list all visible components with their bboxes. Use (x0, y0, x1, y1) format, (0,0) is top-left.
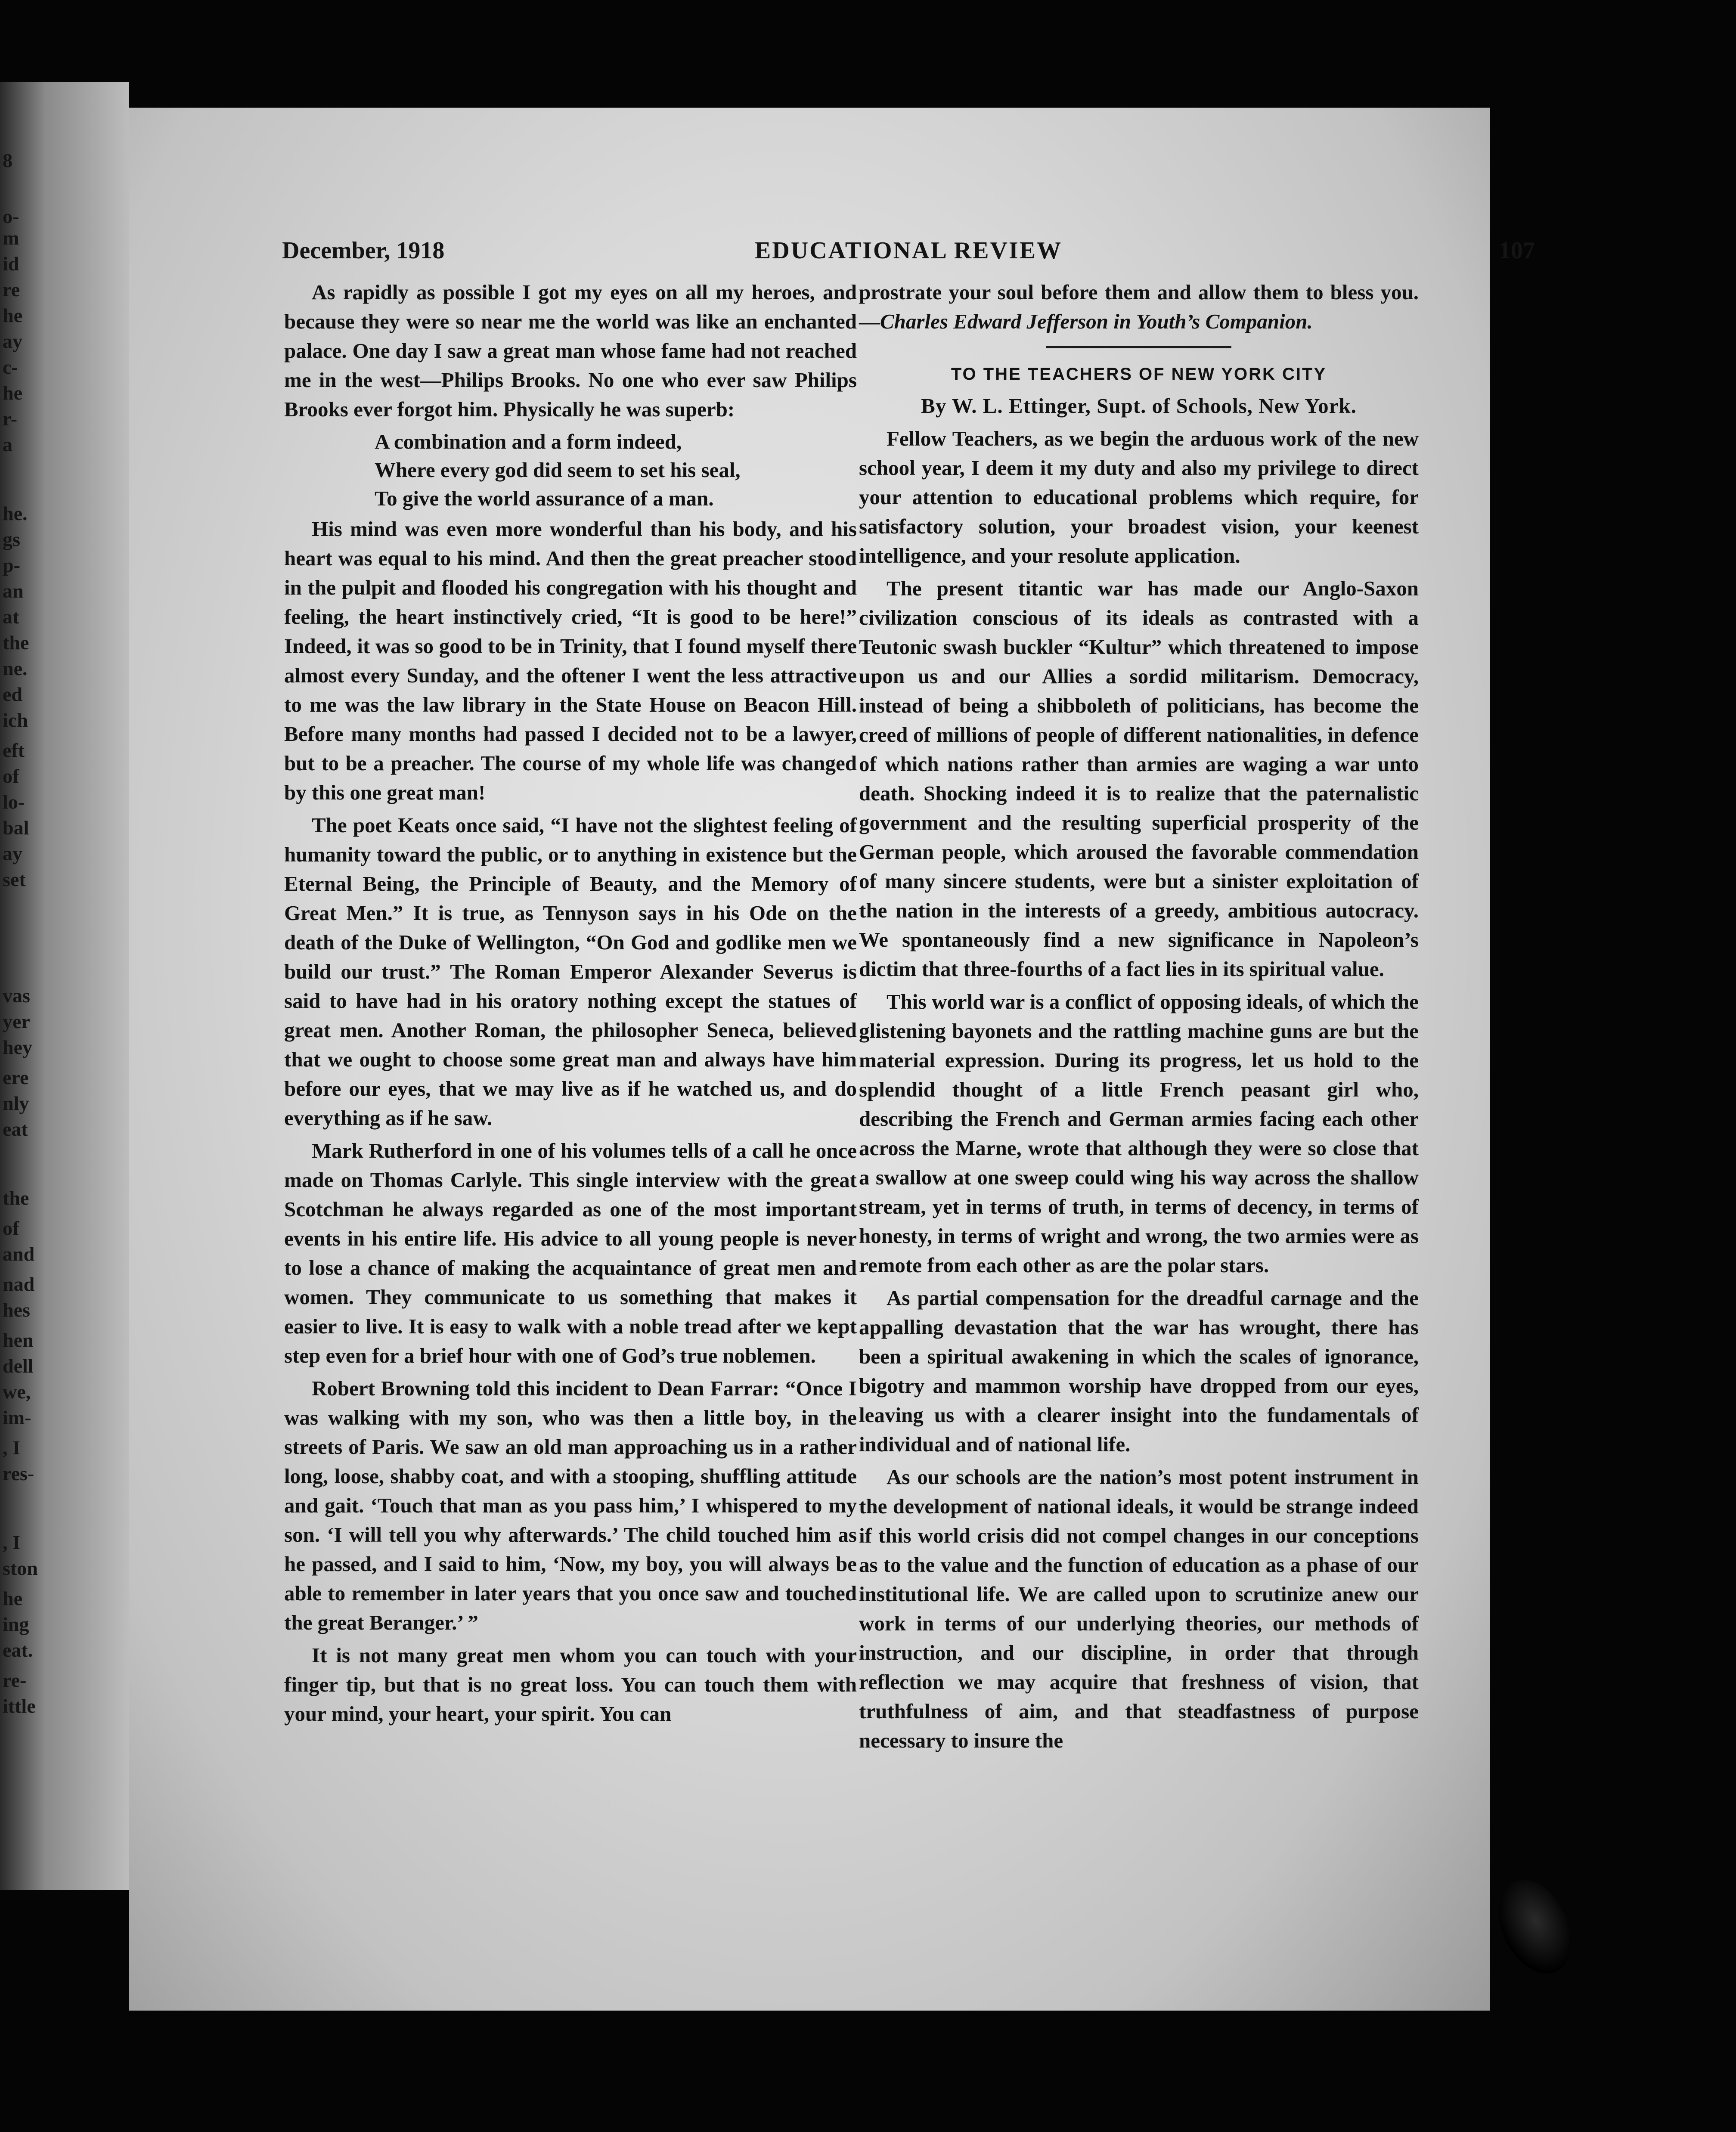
page (129, 108, 1535, 2011)
left-page-fragment: p- (3, 554, 20, 576)
left-page-fragment: nly (3, 1092, 29, 1114)
paragraph: The present titantic war has made our Anglo-Saxon civilization conscious of its ideals as contrasted with a Teutonic swash buckler “Kultur” which threatened to impose upon us and our Allies a sordid militarism. Democracy, instead of being a shibboleth of politicians, has become the creed of millions of people of different nationalities, in defence of which nations rather than armies are waging a war unto death. Shocking indeed it is to realize that the paternalistic government and the resulting superficial prosperity of the German people, which aroused the favorable commendation of many sincere students, were but a sinister exploitation of the nation in the interests of a greedy, ambitious autocracy. We spontaneously find a new significance in Napoleon’s dictim that three-fourths of a fact lies in its spiritual value. (859, 576, 1419, 981)
left-page-fragment: the (3, 1187, 29, 1209)
article-title: TO THE TEACHERS OF NEW YORK CITY (951, 365, 1327, 384)
page-number: 107 (1499, 237, 1535, 264)
paragraph: The poet Keats once said, “I have not the slightest feeling of humanity toward the public, or to anything in existence but the Eternal Being, the Principle of Beauty, and the Memory of Great Men.” It is true, as Tennyson says in his Ode on the death of the Duke of Wellington, “On God and godlike men we build our trust.” The Roman Emperor Alexander Severus is said to have had in his oratory nothing except the statues of great men. Another Roman, the philosopher Seneca, believed that we ought to choose some great man and always have him before our eyes, that we may live as if he watched us, and do everything as if he saw. (284, 813, 857, 1130)
verse-quote (284, 428, 857, 513)
left-page-fragment: ay (3, 330, 22, 352)
left-page-fragment: hes (3, 1299, 30, 1321)
verse-line: To give the world assurance of a man. (375, 487, 714, 510)
left-page-fragment: ich (3, 709, 28, 731)
left-page-fragment: ing (3, 1613, 29, 1635)
left-page-fragment: of (3, 1217, 19, 1239)
left-page-fragment: ne. (3, 657, 28, 679)
left-page-fragment: gs (3, 528, 20, 550)
left-page-fragment: eat. (3, 1639, 33, 1661)
paragraph: His mind was even more wonderful than his body, and his heart was equal to his mind. And then the great preacher stood in the pulpit and flooded his congregation with his thought and feeling, the heart instinctively cried, “It is good to be here!” Indeed, it was so good to be in Trinity, that I found myself there almost every Sunday, and the oftener I went the less attractive to me was the law library in the State House on Beacon Hill. Before many months had passed I decided not to be a lawyer, but to be a preacher. The course of my whole life was changed by this one great man! (284, 517, 857, 804)
left-page-fragment: re- (3, 1669, 27, 1691)
left-page-fragment: yer (3, 1010, 30, 1032)
issue-date: December, 1918 (282, 237, 445, 264)
paragraph: Robert Browning told this incident to Dean Farrar: “Once I was walking with my son, who was then a little boy, in the streets of Paris. We saw an old man approaching us in a rather long, loose, shabby coat, and with a stooping, shuffling attitude and gait. ‘Touch that man as you pass him,’ I whispered to my son. ‘I will tell you why afterwards.’ The child touched him as he passed, and I said to him, ‘Now, my boy, you will always be able to remember in later years that you once saw and touched the great Beranger.’ ” (284, 1376, 857, 1634)
paragraph: As rapidly as possible I got my eyes on all my heroes, and because they were so near me the world was like an enchanted palace. One day I saw a great man whose fame had not reached me in the west—Philips Brooks. No one who ever saw Philips Brooks ever forgot him. Physically he was superb: (284, 280, 857, 421)
left-page-fragment: we, (3, 1381, 31, 1403)
left-page-fragment: bal (3, 817, 29, 839)
left-page-fragment: he (3, 1587, 22, 1609)
paragraph: It is not many great men whom you can touch with your finger tip, but that is no great loss. You can touch them with your mind, your heart, your spirit. You can (284, 1643, 857, 1726)
left-page-fragment: dell (3, 1355, 34, 1377)
left-page-fragment: 8 (3, 149, 12, 171)
shadow-mark (1485, 1868, 1585, 1985)
left-page-fragment: hey (3, 1036, 32, 1058)
left-page-fragment: res- (3, 1463, 34, 1484)
left-page-fragment: of (3, 765, 19, 787)
left-page-fragment: a (3, 434, 12, 456)
left-page-fragment: vas (3, 985, 30, 1007)
left-page-fragment: ittle (3, 1695, 36, 1717)
continued-paragraph (859, 278, 1419, 336)
journal-title: EDUCATIONAL REVIEW (754, 237, 1063, 264)
left-page-fragment: set (3, 868, 26, 890)
verse-line: A combination and a form indeed, (375, 430, 682, 453)
right-column (859, 278, 1419, 1759)
left-page-fragment: im- (3, 1407, 31, 1429)
paragraph: This world war is a conflict of opposing ideals, of which the glistening bayonets and the rattling machine guns are but the material expression. During its progress, let us hold to the splendid thought of a little French peasant girl who, describing the French and German armies facing each other across the Marne, wrote that although they were so close that a swallow at one sweep could wing his way across the shallow stream, yet in terms of truth, in terms of decency, in terms of honesty, in terms of wright and wrong, the two armies were as remote from each other as are the polar stars. (859, 990, 1419, 1277)
left-page-fragment: m (3, 227, 19, 249)
verse-line: Where every god did seem to set his seal, (375, 458, 741, 482)
left-page-fragment: ere (3, 1066, 29, 1088)
left-page-fragment: at (3, 606, 19, 628)
citation: Charles Edward Jefferson in Youth’s Companion. (880, 310, 1313, 333)
left-page-fragment: eft (3, 739, 25, 761)
left-page-fragment: and (3, 1243, 35, 1265)
left-page-fragment: eat (3, 1118, 28, 1140)
left-page-fragment: , I (3, 1531, 20, 1553)
left-page-fragment: c- (3, 356, 18, 378)
left-page-fragment: he (3, 304, 22, 326)
paragraph: Fellow Teachers, as we begin the arduous work of the new school year, I deem it my duty and also my privilege to direct your attention to educational problems which require, for satisfactory solution, your broadest vision, your keenest intelligence, and your resolute application. (859, 427, 1419, 567)
continued-text: prostrate your soul before them and allow them to bless you.— (859, 280, 1419, 333)
left-page-fragment: ed (3, 683, 22, 705)
left-page-fragment: nad (3, 1273, 35, 1295)
left-page-fragment: r- (3, 408, 18, 430)
left-page-fragment: an (3, 580, 24, 602)
paragraph: Mark Rutherford in one of his volumes tells of a call he once made on Thomas Carlyle. This single interview with the great Scotchman he always regarded as one of the most important events in his entire life. His advice to all young people is never to lose a chance of making the acquaintance of great men and women. They communicate to us something that makes it easier to live. It is easy to walk with a noble tread after we kept step even for a brief hour with one of God’s true noblemen. (284, 1139, 857, 1367)
paragraph: As our schools are the nation’s most potent instrument in the development of national ideals, it would be strange indeed if this world crisis did not compel changes in our conceptions as to the value and the function of education as a phase of our institutional life. We are called upon to scrutinize anew our work in terms of our underlying theories, our methods of instruction, and our discipline, in order that through reflection we may acquire that freshness of vision, that truthfulness of aim, and that steadfastness of purpose necessary to insure the (859, 1465, 1419, 1752)
left-page-fragment: the (3, 632, 29, 654)
left-page-fragment: ay (3, 843, 22, 865)
left-page-fragment: he. (3, 502, 28, 524)
left-page-fragment: ston (3, 1557, 38, 1579)
left-page-fragment: lo- (3, 791, 25, 813)
running-head (282, 237, 1535, 267)
left-page-fragment: o- (3, 205, 19, 227)
left-column (284, 278, 857, 1732)
left-page-fragment: hen (3, 1329, 34, 1351)
left-page-edge (0, 82, 129, 1890)
left-page-fragment: he (3, 382, 22, 404)
paragraph: As partial compensation for the dreadful carnage and the appalling devastation that the war has wrought, there has been a spiritual awakening in which the scales of ignorance, bigotry and mammon worship have dropped from our eyes, leaving us with a clearer insight into the fundamentals of individual and of national life. (859, 1286, 1419, 1456)
left-page-fragment: re (3, 279, 20, 301)
left-page-fragment: id (3, 253, 19, 275)
byline: By W. L. Ettinger, Supt. of Schools, New York. (921, 394, 1357, 418)
left-page-fragment: , I (3, 1437, 20, 1459)
section-rule (1046, 346, 1231, 348)
